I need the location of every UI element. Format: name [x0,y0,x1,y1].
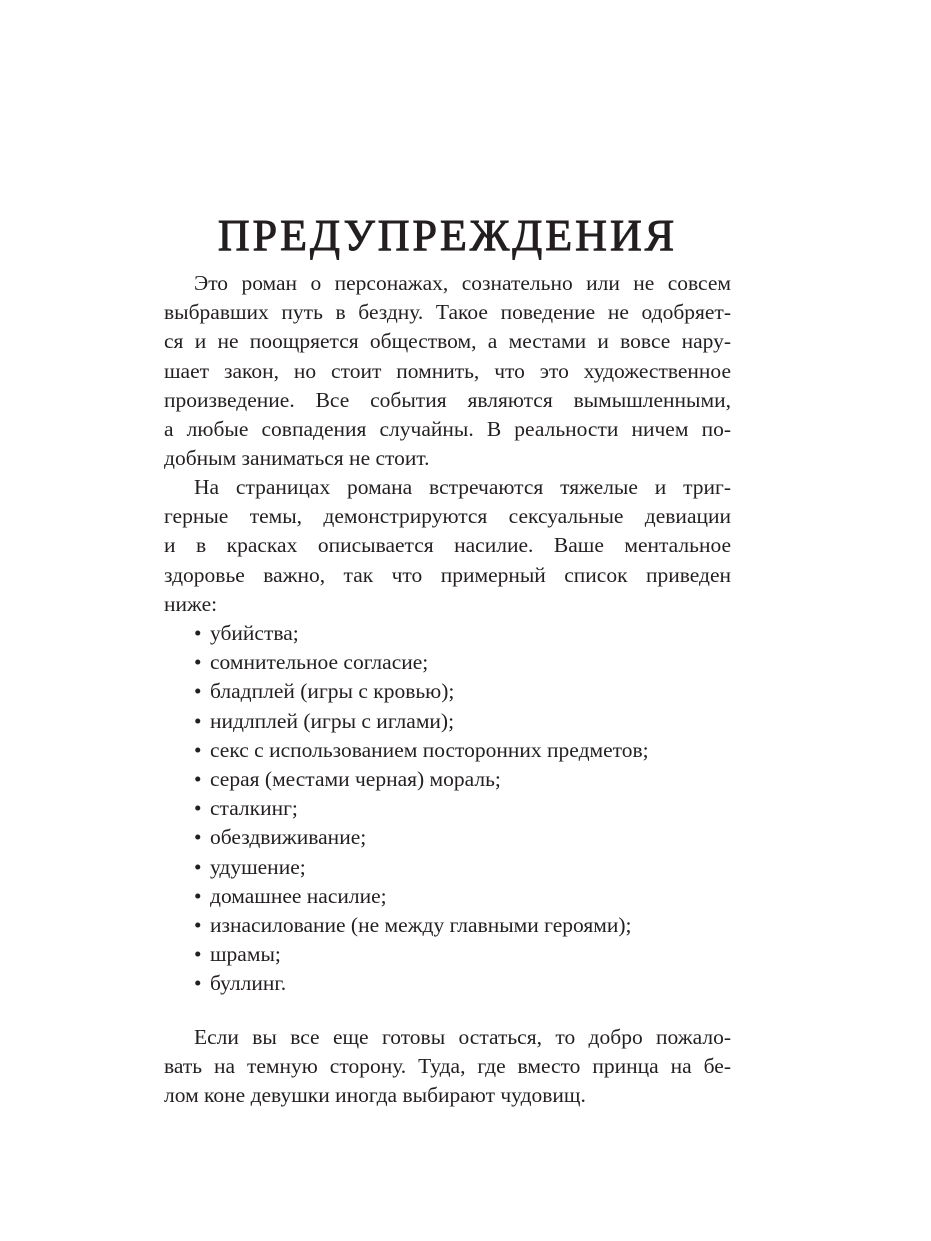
text-line: вать на темную сторону. Туда, где вместо принца на бе- [164,1054,731,1079]
text-line: Если вы все еще готовы остаться, то добро пожало- [194,1025,731,1049]
bullet-icon: • [194,621,202,645]
text-line: ниже: [164,591,218,616]
bullet-icon: • [194,767,202,792]
list-item-text: обездвиживание; [210,825,367,850]
bullet-icon: • [194,825,202,850]
text-line: выбравших путь в бездну. Такое поведение не одобряет- [164,300,731,325]
list-item-text: сомнительное согласие; [210,650,429,675]
text-line: Это роман о персонажах, сознательно или не совсем [194,271,731,295]
trigger-list [164,619,731,999]
bullet-icon: • [194,854,202,879]
list-item [194,911,731,940]
list-item-text: серая (местами черная) мораль; [210,767,501,792]
bullet-icon: • [194,708,202,733]
text-line: произведение. Все события являются вымышленными, [164,387,731,412]
list-item-text: домашнее насилие; [210,883,387,908]
bullet-icon: • [194,883,202,908]
list-item-text: сталкинг; [210,796,298,821]
text-line: и в красках описывается насилие. Ваше ментальное [164,533,731,558]
text-line: здоровье важно, так что примерный список приведен [164,562,731,587]
text-line: На страницах романа встречаются тяжелые и триг- [194,475,731,499]
list-item-text: удушение; [210,854,306,879]
list-item [194,648,731,677]
list-item [194,619,731,648]
bullet-icon: • [194,650,202,675]
list-item [194,969,731,998]
list-item [194,823,731,852]
paragraph-disclaimer [164,269,731,473]
list-item [194,940,731,969]
bullet-icon: • [194,971,202,996]
bullet-icon: • [194,913,202,938]
list-item-text: буллинг. [210,971,287,996]
list-item-text: нидлплей (игры с иглами); [210,708,455,733]
text-line: ся и не поощряется обществом, а местами и вовсе нару- [164,329,731,354]
bullet-icon: • [194,679,202,704]
list-item-text: бладплей (игры с кровью); [210,679,455,704]
text-line: а любые совпадения случайны. В реальности ничем по- [164,417,731,442]
text-line: добным заниматься не стоит. [164,446,430,471]
list-item [194,736,731,765]
list-item-text: секс с использованием посторонних предметов; [210,737,649,762]
bullet-icon: • [194,942,202,967]
paragraph-content-warning [164,473,731,619]
list-item [194,882,731,911]
bullet-icon: • [194,737,202,762]
page-title: ПРЕДУПРЕЖДЕНИЯ [217,211,678,260]
list-item [194,853,731,882]
list-item-text: изнасилование (не между главными героями); [210,913,632,938]
list-item [194,707,731,736]
list-item [194,677,731,706]
paragraph-closing [164,1023,731,1111]
text-line: шает закон, но стоит помнить, что это художественное [164,358,731,383]
list-item-text: убийства; [210,621,299,645]
text-line: герные темы, демонстрируются сексуальные девиации [164,504,731,529]
bullet-icon: • [194,796,202,821]
trigger-list-block [164,619,731,999]
list-item [194,765,731,794]
text-line: лом коне девушки иногда выбирают чудовищ. [164,1083,586,1108]
list-item-text: шрамы; [210,942,281,967]
list-item [194,794,731,823]
